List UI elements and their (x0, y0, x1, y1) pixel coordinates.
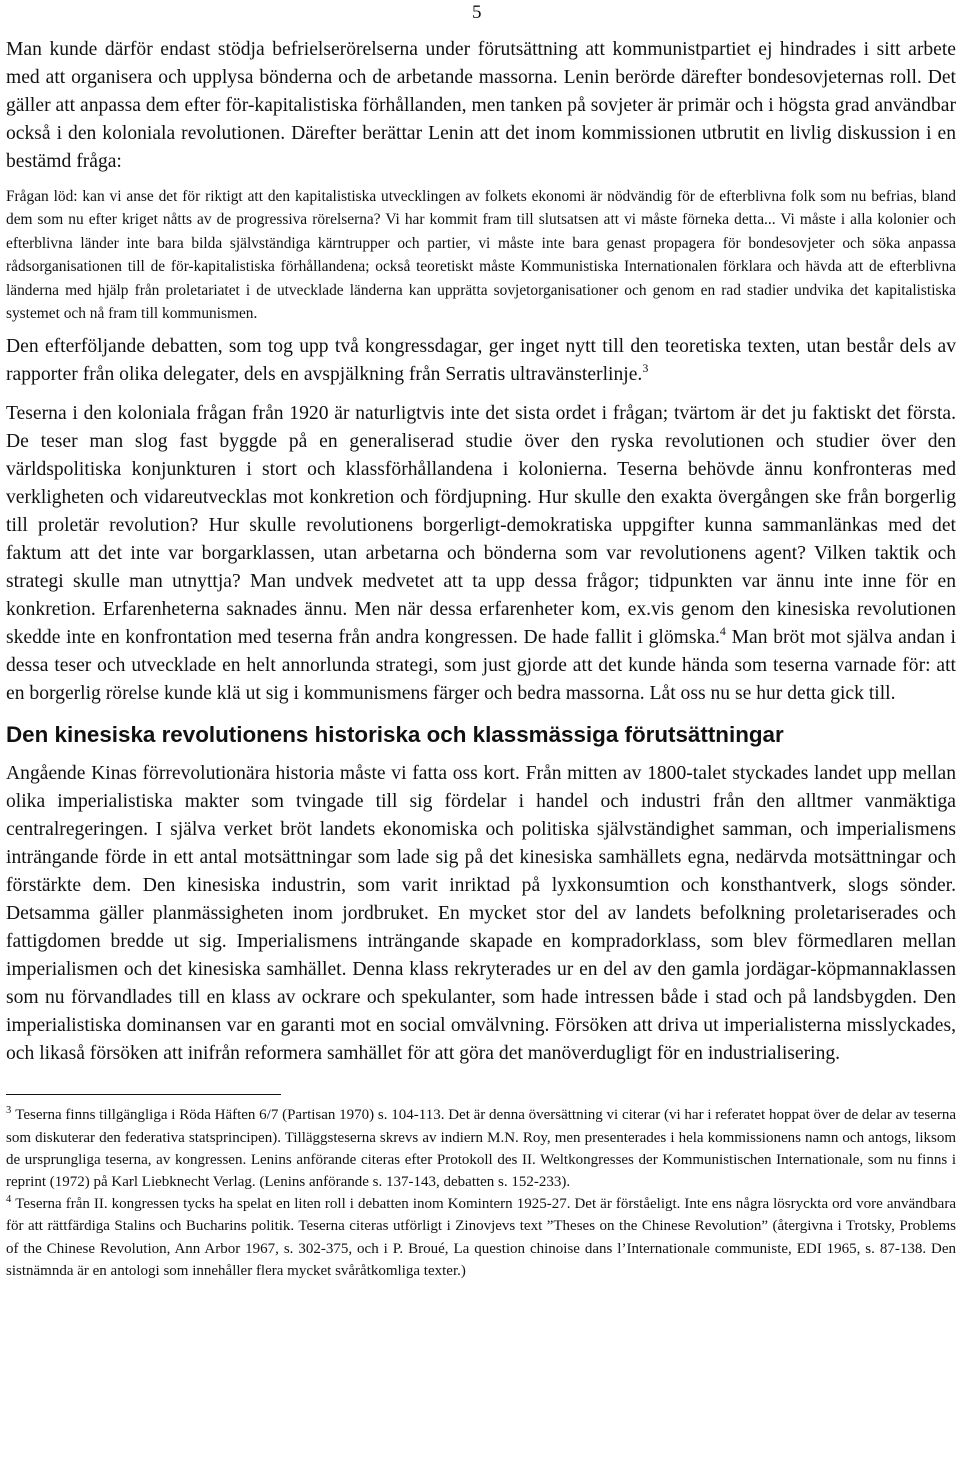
footnote-ref-4: 4 (719, 624, 726, 639)
footnote-marker-3: 3 (6, 1105, 12, 1117)
footnote-divider (6, 1094, 281, 1095)
body-paragraph-2-text: Den efterföljande debatten, som tog upp två kongressdagar, ger inget nytt till den teoretiska texten, utan består dels av rapporter från olika delegater, dels en avspjälkning från Serratis ultravänsterlinje. (6, 336, 956, 386)
body-paragraph-4: Angående Kinas förrevolutionära historia måste vi fatta oss kort. Från mitten av 1800-talet styckades landet upp mellan olika imperialistiska makter som tvingade till sig fördelar i handel och industri från den alltmer vanmäktiga centralregeringen. I själva verket bröt landets ekonomiska och politiska självständighet samman, och imperialismens inträngande förde in ett antal motsättningar som lade sig på det kinesiska samhällets egna, nedärvda motsättningar och förstärkte dem. Den kinesiska industrin, som varit inriktad på lyxkonsumtion och konsthantverk, slogs sönder. Detsamma gäller planmässigheten inom jordbruket. En mycket stor del av landets befolkning proletariserades och fattigdomen bredde ut sig. Imperialismens inträngande skapade en kompradorklass, som blev förmedlaren mellan imperialismen och det kinesiska samhället. Denna klass rekryterades ur en del av den gamla jordägar-köpmannaklassen som nu förvandlades till en klass av ockrare och spekulanter, som hade intressen både i stad och på landsbygden. Den imperialistiska dominansen var en garanti mot en social omvälvning. Försöken att driva ut imperialisterna misslyckades, och likaså försöken att inifrån reformera samhället för att göra det manöverdugligt för en industrialisering. (6, 763, 956, 1065)
body-paragraph-3-text-a: Teserna i den koloniala frågan från 1920 är naturligtvis inte det sista ordet i frågan; tvärtom är det ju faktiskt det första. De teser man slog fast byggde på en generaliserad studie över den ryska revolutionen och studier över den världspolitiska konjunkturen i stort och klassförhållandena i kolonierna. Teserna behövde ännu konfronteras med verkligheten och vidareutvecklas mot konkretion och fördjupning. Hur skulle den exakta övergången ske från borgerlig till proletär revolution? Hur skulle revolutionens borgerligt-demokratiska uppgifter kunna sammanlänkas med det faktum att det inte var borgarklassen, utan arbetarna och bönderna som var revolutionens agent? Vilken taktik och strategi skulle man utnyttja? Man undvek medvetet att ta upp dessa frågor; tidpunkten var ännu inte inne för en konkretion. Erfarenheterna saknades ännu. Men när dessa erfarenheter kom, ex.vis genom den kinesiska revolutionen skedde inte en konfrontation med teserna från andra kongressen. De hade fallit i glömska. (6, 403, 956, 649)
body-paragraph-1: Man kunde därför endast stödja befrielserörelserna under förutsättning att kommunistpartiet ej hindrades i sitt arbete med att organisera och upplysa bönderna och de arbetande massorna. Lenin berörde därefter bondesovjeternas roll. Det gäller att anpassa dem efter för-kapitalistiska förhållanden, men tanken på sovjeter är primär och i högsta grad användbar också i den koloniala revolutionen. Därefter berättar Lenin att det inom kommissionen utbrutit en livlig diskussion i en bestämd fråga: (6, 39, 956, 172)
footnote-3 (6, 1104, 956, 1193)
block-quote: Frågan löd: kan vi anse det för riktigt att den kapitalistiska utvecklingen av folkets ekonomi är nödvändig för de efterblivna folk som nu befrias, bland dem som nu efter kriget nåtts av de progressiva rörelserna? Vi har kommit fram till slutsatsen att vi måste förneka detta... Vi måste i alla kolonier och efterblivna länder inte bara bilda självständiga kärntrupper och partier, vi måste inte bara genast propagera för bondesovjeter och söka anpassa rådsorganisationen till de för-kapitalistiska förhållandena; också teoretiskt måste Kommunistiska Internationalen förklara och hävda att de efterblivna länderna med hjälp från proletariatet i de utvecklade länderna kan upprätta sovjetorganisationer och genom en rad stadier undvika det kapitalistiska systemet och nå fram till kommunismen. (6, 188, 956, 323)
body-paragraph-3 (6, 400, 956, 708)
footnotes (6, 1104, 956, 1282)
body-paragraph-3-text-b: Man bröt mot själva andan i dessa teser och utvecklade en helt annorlunda strategi, som just gjorde att det kunde hända som teserna varnade för: att en borgerlig rörelse kunde klä ut sig i kommunismens färger och bedra massorna. Låt oss nu se hur detta gick till. (6, 627, 957, 705)
body-paragraph-2 (6, 333, 956, 389)
footnote-text-4: Teserna från II. kongressen tycks ha spelat en liten roll i debatten inom Komintern 1925-27. Det är förståeligt. Inte ens några lösryckta ord vore användbara för att rättfärdiga Stalins och Bucharins politik. Teserna citeras utförligt i Zinovjevs text ”Theses on the Chinese Revolution” (återgivna i Trotsky, Problems of the Chinese Revolution, Ann Arbor 1967, s. 302-375, och i P. Broué, La question chinoise dans l’Internationale communiste, EDI 1965, s. 87-138. Den sistnämnda är en antologi som innehåller flera mycket svåråtkomliga texter.) (6, 1196, 956, 1279)
footnote-marker-4: 4 (6, 1194, 12, 1206)
footnote-4 (6, 1193, 956, 1282)
footnote-text-3: Teserna finns tillgängliga i Röda Häften 6/7 (Partisan 1970) s. 104-113. Det är denna översättning vi citerar (vi har i referatet hoppat över de delar av teserna som diskuterar den federativa statsprincipen). Tilläggsteserna skrevs av indiern M.N. Roy, men presenterades i hela kommissionens namn och antogs, liksom de ursprungliga teserna, av kongressen. Lenins anförande citeras efter Protokoll des II. Weltkongresses der Kommunistischen Internationale, som nu finns i reprint (1972) på Karl Liebknecht Verlag. (Lenins anförande s. 137-143, debatten s. 152-233). (6, 1107, 956, 1191)
page-number: 5 (472, 2, 482, 23)
footnote-ref-3: 3 (642, 361, 649, 376)
section-heading: Den kinesiska revolutionens historiska och klassmässiga förutsättningar (6, 722, 784, 748)
